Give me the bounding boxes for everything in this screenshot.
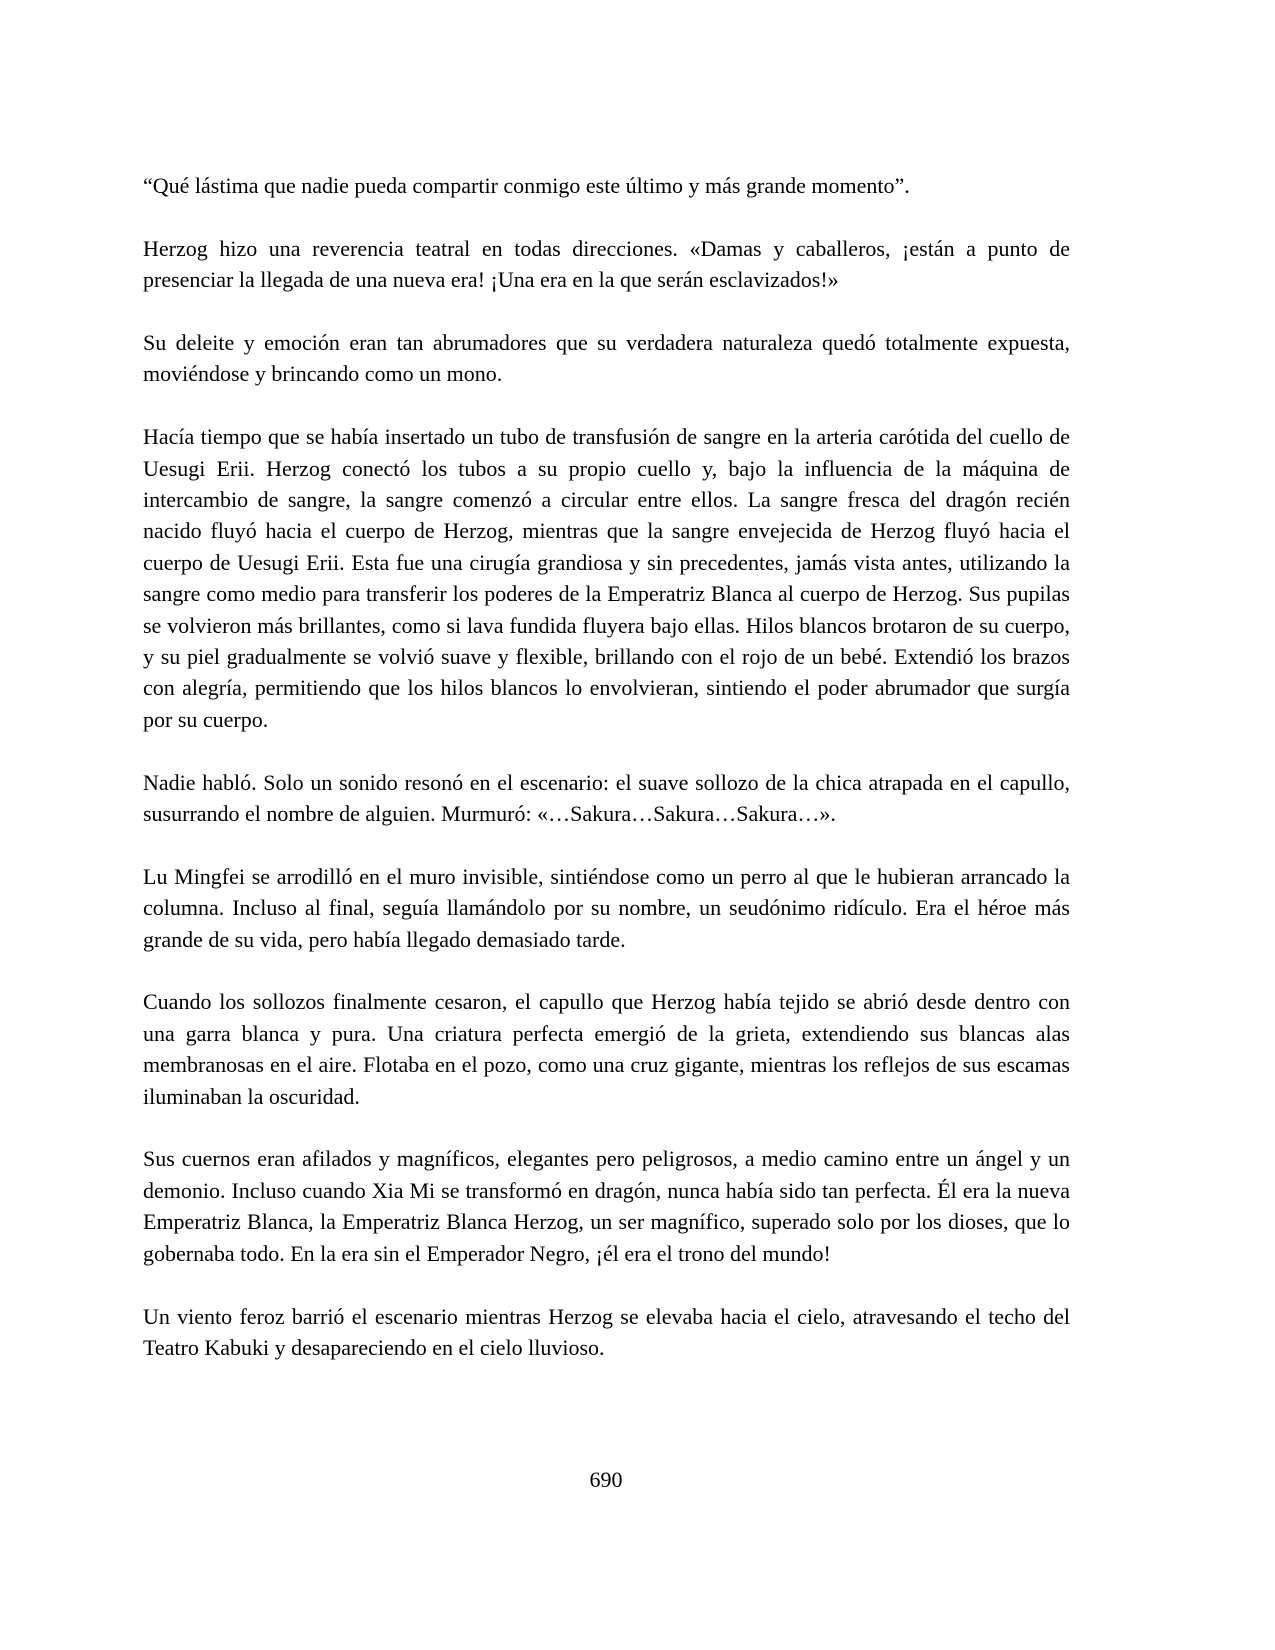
paragraph: Herzog hizo una reverencia teatral en todas direcciones. «Damas y caballeros, ¡están a punto de presenciar la llegada de una nueva era! ¡Una era en la que serán esclavizados!» <box>143 235 1070 293</box>
paragraph: Hacía tiempo que se había insertado un tubo de transfusión de sangre en la arteria carótida del cuello de Uesugi Erii. Herzog conectó los tubos a su propio cuello y, bajo la influencia de la máquina de intercambio de sangre, la sangre comenzó a circular entre ellos. La sangre fresca del dragón recién nacido fluyó hacia el cuerpo de Herzog, mientras que la sangre envejecida de Herzog fluyó hacia el cuerpo de Uesugi Erii. Esta fue una cirugía grandiosa y sin precedentes, jamás vista antes, utilizando la sangre como medio para transferir los poderes de la Emperatriz Blanca al cuerpo de Herzog. Sus pupilas se volvieron más brillantes, como si lava fundida fluyera bajo ellas. Hilos blancos brotaron de su cuerpo, y su piel gradualmente se volvió suave y flexible, brillando con el rojo de un bebé. Extendió los brazos con alegría, permitiendo que los hilos blancos lo envolvieran, sintiendo el poder abrumador que surgía por su cuerpo. <box>143 424 1070 732</box>
paragraph: Lu Mingfei se arrodilló en el muro invisible, sintiéndose como un perro al que le hubieran arrancado la columna. Incluso al final, seguía llamándolo por su nombre, un seudónimo ridículo. Era el héroe más grande de su vida, pero había llegado demasiado tarde. <box>143 863 1070 952</box>
paragraph: Su deleite y emoción eran tan abrumadores que su verdadera naturaleza quedó totalmente expuesta, moviéndose y brincando como un mono. <box>143 330 1070 387</box>
paragraph: Nadie habló. Solo un sonido resonó en el escenario: el suave sollozo de la chica atrapada en el capullo, susurrando el nombre de alguien. Murmuró: «…Sakura…Sakura…Sakura…». <box>143 769 1070 827</box>
paragraph: Sus cuernos eran afilados y magníficos, elegantes pero peligrosos, a medio camino entre un ángel y un demonio. Incluso cuando Xia Mi se transformó en dragón, nunca había sido tan perfecta. Él era la nueva Emperatriz Blanca, la Emperatriz Blanca Herzog, un ser magnífico, superado solo por los dioses, que lo gobernaba todo. En la era sin el Emperador Negro, ¡él era el trono del mundo! <box>143 1146 1070 1266</box>
paragraph: “Qué lástima que nadie pueda compartir conmigo este último y más grande momento”. <box>143 173 910 198</box>
paragraph: Un viento feroz barrió el escenario mientras Herzog se elevaba hacia el cielo, atravesando el techo del Teatro Kabuki y desapareciendo en el cielo lluvioso. <box>143 1303 1070 1360</box>
paragraph: Cuando los sollozos finalmente cesaron, el capullo que Herzog había tejido se abrió desde dentro con una garra blanca y pura. Una criatura perfecta emergió de la grieta, extendiendo sus blancas alas membranosas en el aire. Flotaba en el pozo, como una cruz gigante, mientras los reflejos de sus escamas iluminaban la oscuridad. <box>143 989 1070 1109</box>
page-body <box>143 170 1070 1395</box>
page-number: 690 <box>589 1467 623 1492</box>
